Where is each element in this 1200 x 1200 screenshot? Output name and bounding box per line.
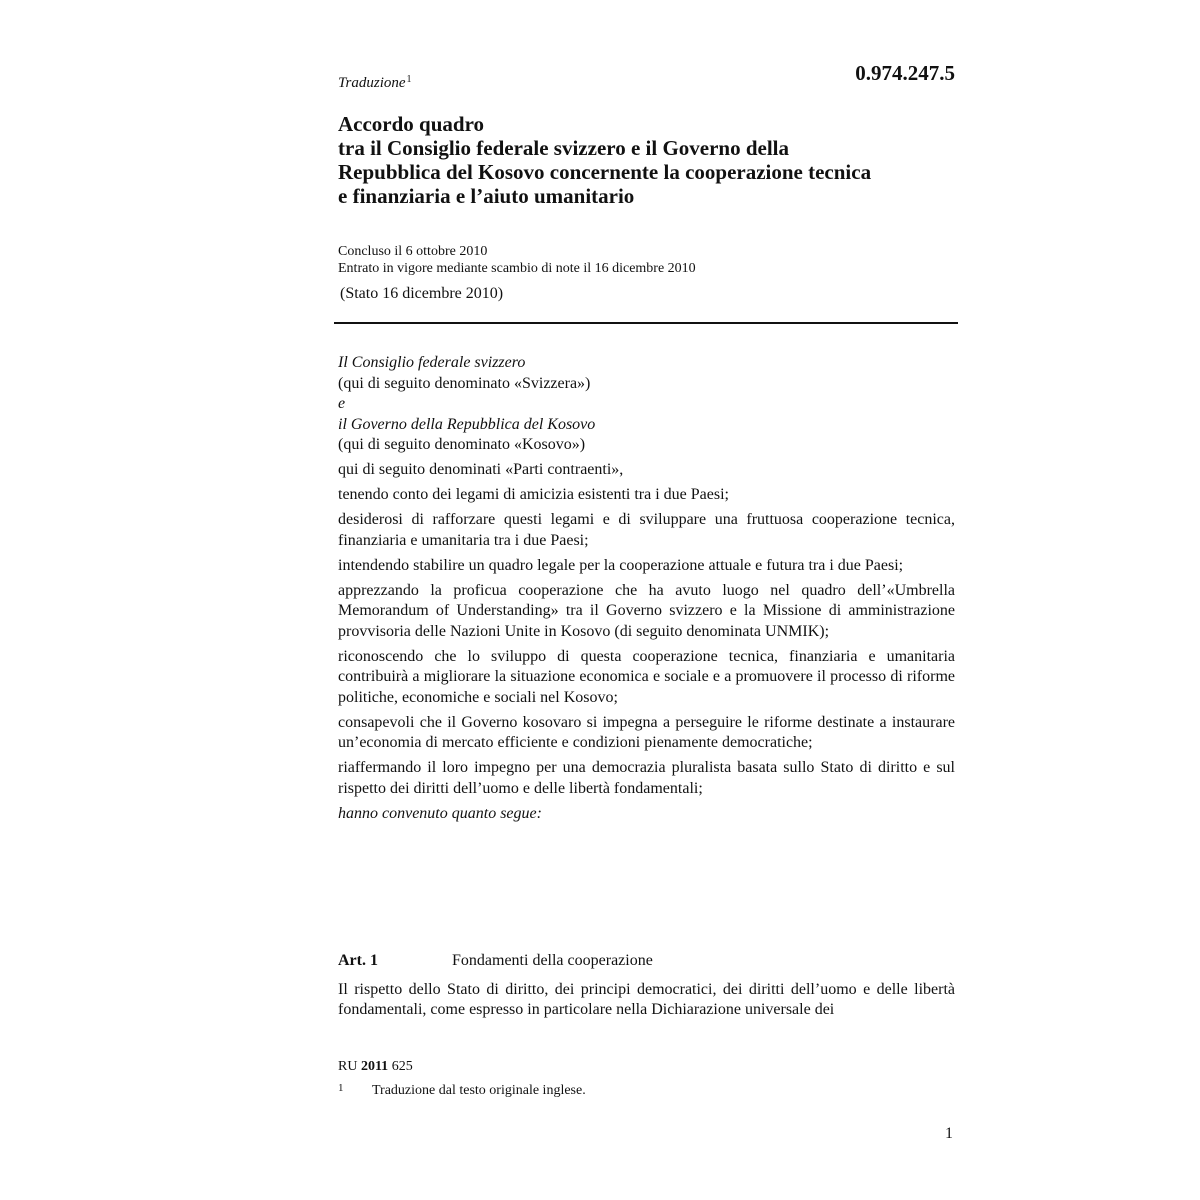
ru-prefix: RU (338, 1059, 361, 1074)
title-line: Repubblica del Kosovo concernente la cooperazione tecnica (338, 160, 872, 184)
preamble-closing: hanno convenuto quanto segue: (338, 804, 542, 822)
party-switzerland: Il Consiglio federale svizzero (338, 354, 526, 371)
header-divider (334, 322, 958, 324)
article-text: Il rispetto dello Stato di diritto, dei principi democratici, dei diritti dell’uomo e delle libertà fondamentali, come espresso in particolare nella Dichiarazione universale dei (338, 981, 955, 1018)
title-line: tra il Consiglio federale svizzero e il Governo della (338, 136, 790, 160)
party-switzerland-note: (qui di seguito denominato «Svizzera») (338, 374, 591, 392)
title-line: Accordo quadro (338, 112, 485, 136)
status-date: (Stato 16 dicembre 2010) (340, 285, 504, 302)
preamble-paragraph: tenendo conto dei legami di amicizia esistenti tra i due Paesi; (338, 486, 729, 503)
entry-into-force: Entrato in vigore mediante scambio di note il 16 dicembre 2010 (338, 261, 696, 276)
party-kosovo: il Governo della Repubblica del Kosovo (338, 415, 596, 433)
ru-year: 2011 (360, 1059, 389, 1074)
ru-reference (338, 1059, 413, 1075)
translation-text: Traduzione (338, 75, 406, 91)
footnote (338, 1082, 586, 1099)
preamble-paragraph: riaffermando il loro impegno per una democrazia pluralista basata sullo Stato di diritto e sul rispetto dei diritti dell’uomo e delle libertà fondamentali; (338, 759, 955, 797)
title-line: e finanziaria e l’aiuto umanitario (338, 184, 635, 208)
preamble-paragraph: intendendo stabilire un quadro legale per la cooperazione attuale e futura tra i due Paesi; (338, 556, 904, 574)
document-title (338, 112, 963, 208)
page-number: 1 (945, 1125, 953, 1142)
party-kosovo-note: (qui di seguito denominato «Kosovo») (338, 436, 586, 453)
preamble-paragraph: desiderosi di rafforzare questi legami e di sviluppare una fruttuosa cooperazione tecnica, finanziaria e umanitaria tra i due Paesi; (338, 511, 955, 549)
footnote-mark: 1 (338, 1082, 344, 1094)
article-number: Art. 1 (338, 952, 378, 969)
document-number: 0.974.247.5 (855, 61, 955, 85)
preamble-paragraph: consapevoli che il Governo kosovaro si impegna a perseguire le riforme destinate a instaurare un’economia di mercato efficiente e condizioni pienamente democratiche; (338, 713, 955, 751)
preamble (338, 353, 955, 824)
article-title: Fondamenti della cooperazione (452, 952, 653, 969)
footnote-ref[interactable]: 1 (406, 74, 412, 85)
footnote-text: Traduzione dal testo originale inglese. (372, 1083, 586, 1098)
article-heading (338, 952, 653, 970)
conjunction: e (338, 395, 346, 412)
preamble-paragraph: qui di seguito denominati «Parti contraenti», (338, 461, 624, 478)
concluded-date: Concluso il 6 ottobre 2010 (338, 244, 488, 259)
translation-label (338, 74, 412, 92)
ru-page: 625 (388, 1059, 413, 1074)
preamble-paragraph: riconoscendo che lo sviluppo di questa cooperazione tecnica, finanziaria e umanitaria contribuirà a migliorare la situazione economica e sociale e a promuovere il processo di riforme politiche, economiche e sociali nel Kosovo; (338, 647, 955, 706)
preamble-paragraph: apprezzando la proficua cooperazione che ha avuto luogo nel quadro dell’«Umbrella Memorandum of Understanding» tra il Governo svizzero e la Missione di amministrazione provvisoria delle Nazioni Unite in Kosovo (di seguito denominata UNMIK); (338, 581, 955, 640)
document-meta (338, 243, 696, 277)
parties-block (338, 353, 955, 456)
